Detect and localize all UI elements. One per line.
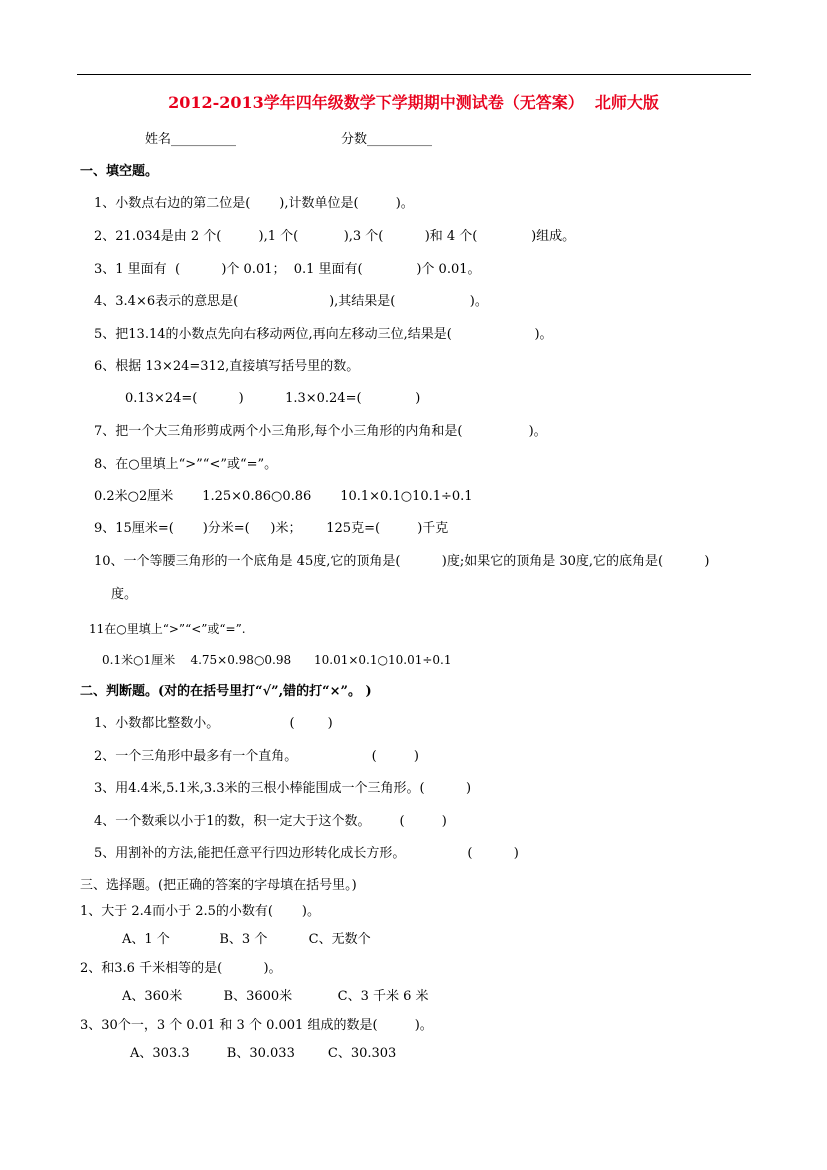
question-3-2-options: A、360米 B、3600米 C、3 千米 6 米: [122, 989, 429, 1004]
question-1-4: 4、3.4×6表示的意思是( ),其结果是( )。: [94, 294, 488, 309]
question-1-1: 1、小数点右边的第二位是( ),计数单位是( )。: [94, 196, 414, 211]
section2-heading: 二、判断题。(对的在括号里打“√”,错的打“×”。 ): [80, 684, 372, 699]
name-field: 姓名__________: [145, 132, 237, 147]
question-3-1: 1、大于 2.4而小于 2.5的小数有( )。: [80, 904, 320, 919]
question-3-3-options: A、303.3 B、30.033 C、30.303: [130, 1046, 397, 1061]
question-1-6: 6、根据 13×24=312,直接填写括号里的数。: [94, 359, 360, 374]
question-2-2: 2、一个三角形中最多有一个直角。 ( ): [94, 749, 419, 764]
question-1-8: 8、在○里填上“>”“<”或“=”。: [94, 457, 278, 472]
question-3-3: 3、30个一，3 个 0.01 和 3 个 0.001 组成的数是( )。: [80, 1018, 433, 1033]
page-title: 2012-2013学年四年级数学下学期期中测试卷（无答案） 北师大版: [168, 93, 659, 112]
question-1-11-parts: 0.1米○1厘米 4.75×0.98○0.98 10.01×0.1○10.01÷0.1: [102, 653, 452, 667]
question-1-11: 11在○里填上“>”“<”或“=”.: [89, 622, 246, 636]
question-2-3: 3、用4.4米,5.1米,3.3米的三根小棒能围成一个三角形。( ): [94, 781, 472, 796]
question-1-7: 7、把一个大三角形剪成两个小三角形,每个小三角形的内角和是( )。: [94, 424, 547, 439]
question-2-5: 5、用割补的方法,能把任意平行四边形转化成长方形。 ( ): [94, 846, 519, 861]
question-1-10: 10、一个等腰三角形的一个底角是 45度,它的顶角是( )度;如果它的顶角是 30度,它的底角是( ): [94, 554, 710, 569]
question-1-3: 3、1 里面有 ( )个 0.01； 0.1 里面有( )个 0.01。: [94, 262, 481, 277]
section3-heading: 三、选择题。(把正确的答案的字母填在括号里。): [80, 878, 357, 893]
question-3-1-options: A、1 个 B、3 个 C、无数个: [122, 932, 371, 947]
question-2-1: 1、小数都比整数小。 ( ): [94, 716, 333, 731]
question-1-9: 9、15厘米=( )分米=( )米； 125克=( )千克: [94, 521, 449, 536]
header-rule: [77, 74, 751, 75]
question-3-2: 2、和3.6 千米相等的是( )。: [80, 961, 282, 976]
question-2-4: 4、一个数乘以小于1的数，积一定大于这个数。 ( ): [94, 814, 447, 829]
score-field: 分数__________: [341, 132, 433, 147]
section1-heading: 一、填空题。: [80, 164, 159, 179]
question-1-5: 5、把13.14的小数点先向右移动两位,再向左移动三位,结果是( )。: [94, 327, 553, 342]
question-1-10-cont: 度。: [111, 587, 138, 602]
question-1-2: 2、21.034是由 2 个( ),1 个( ),3 个( )和 4 个( )组成。: [94, 229, 576, 244]
question-1-8-parts: 0.2米○2厘米 1.25×0.86○0.86 10.1×0.1○10.1÷0.1: [94, 489, 473, 504]
question-1-6-parts: 0.13×24=( ) 1.3×0.24=( ): [125, 391, 421, 406]
